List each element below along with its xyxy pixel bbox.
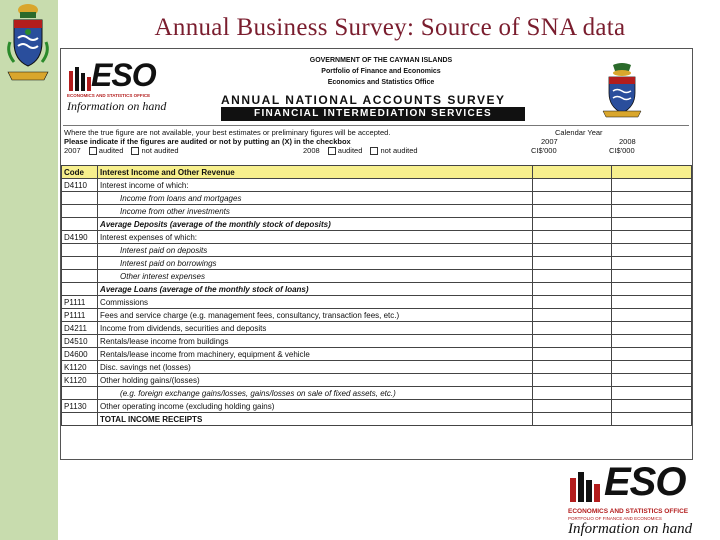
row-code (62, 270, 98, 283)
instruction-line: Where the true figure are not available, your best estimates or preliminary figures will be accepted. (64, 128, 391, 137)
value-input-2007[interactable] (532, 309, 612, 322)
gov-line: GOVERNMENT OF THE CAYMAN ISLANDS (309, 57, 453, 64)
not-audited-checkbox[interactable] (131, 147, 139, 155)
calendar-year-label: Calendar Year (555, 128, 603, 137)
audit-checkbox-row-2008 (303, 146, 418, 155)
row-code: D4211 (62, 322, 98, 335)
value-input-2007[interactable] (532, 257, 612, 270)
value-input-2007[interactable] (532, 218, 612, 231)
table-row (62, 335, 692, 348)
row-code (62, 257, 98, 270)
row-code: D4110 (62, 179, 98, 192)
audited-checkbox[interactable] (89, 147, 97, 155)
row-code (62, 205, 98, 218)
survey-subtitle: FINANCIAL INTERMEDIATION SERVICES (221, 107, 525, 121)
header-description: Interest Income and Other Revenue (98, 166, 533, 179)
row-description: TOTAL INCOME RECEIPTS (98, 413, 533, 426)
government-header (261, 55, 501, 88)
value-input-2008[interactable] (612, 218, 692, 231)
row-description: (e.g. foreign exchange gains/losses, gains/losses on sale of fixed assets, etc.) (98, 387, 533, 400)
audit-checkbox-row-2007 (64, 146, 179, 155)
row-code: K1120 (62, 374, 98, 387)
currency-unit: CI$'000 (531, 146, 557, 155)
row-code: P1111 (62, 309, 98, 322)
instructions-block (63, 125, 689, 159)
year-column-2008: 2008 (619, 137, 636, 146)
row-code: D4190 (62, 231, 98, 244)
value-input-2007[interactable] (532, 348, 612, 361)
not-audited-checkbox[interactable] (370, 147, 378, 155)
value-input-2008[interactable] (612, 348, 692, 361)
row-code (62, 283, 98, 296)
row-description: Rentals/lease income from buildings (98, 335, 533, 348)
bottom-eso-subtitle-2: PORTFOLIO OF FINANCE AND ECONOMICS (568, 516, 662, 521)
gov-line: Portfolio of Finance and Economics (321, 68, 441, 75)
value-input-2008[interactable] (612, 361, 692, 374)
value-input-2007[interactable] (532, 374, 612, 387)
value-input-2007[interactable] (532, 322, 612, 335)
table-row (62, 244, 692, 257)
header-value-2008 (612, 166, 692, 179)
value-input-2008[interactable] (612, 257, 692, 270)
eso-logo-text: ESO (91, 57, 156, 93)
value-input-2008[interactable] (612, 335, 692, 348)
row-description: Rentals/lease income from machinery, equipment & vehicle (98, 348, 533, 361)
table-row (62, 270, 692, 283)
value-input-2007[interactable] (532, 192, 612, 205)
row-code (62, 218, 98, 231)
survey-title: ANNUAL NATIONAL ACCOUNTS SURVEY (221, 93, 506, 107)
value-input-2008[interactable] (612, 309, 692, 322)
value-input-2008[interactable] (612, 231, 692, 244)
value-input-2008[interactable] (612, 205, 692, 218)
instruction-line: Please indicate if the figures are audited or not by putting an (X) in the checkbox (64, 137, 351, 146)
slide-title: Annual Business Survey: Source of SNA data (154, 14, 626, 41)
value-input-2007[interactable] (532, 387, 612, 400)
value-input-2008[interactable] (612, 244, 692, 257)
header-value-2007 (532, 166, 612, 179)
audited-label: audited (337, 146, 363, 155)
table-row (62, 348, 692, 361)
table-row (62, 413, 692, 426)
table-row (62, 374, 692, 387)
year-label: 2007 (64, 146, 81, 155)
row-code (62, 192, 98, 205)
value-input-2007[interactable] (532, 231, 612, 244)
row-description: Interest income of which: (98, 179, 533, 192)
table-row (62, 218, 692, 231)
eso-logo-subtitle: ECONOMICS AND STATISTICS OFFICE (67, 93, 151, 98)
currency-unit: CI$'000 (609, 146, 635, 155)
value-input-2008[interactable] (612, 322, 692, 335)
row-description: Disc. savings net (losses) (98, 361, 533, 374)
value-input-2008[interactable] (612, 400, 692, 413)
table-row (62, 322, 692, 335)
row-description: Income from loans and mortgages (98, 192, 533, 205)
value-input-2007[interactable] (532, 400, 612, 413)
year-label: 2008 (303, 146, 320, 155)
table-row (62, 257, 692, 270)
row-code (62, 244, 98, 257)
not-audited-label: not audited (380, 146, 418, 155)
bottom-eso-tagline: Information on hand (568, 521, 693, 537)
bottom-eso-text: ESO (604, 460, 686, 504)
table-row (62, 387, 692, 400)
value-input-2007[interactable] (532, 296, 612, 309)
value-input-2008[interactable] (612, 283, 692, 296)
value-input-2007[interactable] (532, 179, 612, 192)
row-code: D4510 (62, 335, 98, 348)
row-description: Income from dividends, securities and deposits (98, 322, 533, 335)
bottom-eso-logo (566, 460, 720, 540)
row-description: Income from other investments (98, 205, 533, 218)
table-row (62, 205, 692, 218)
gov-line: Economics and Statistics Office (327, 79, 435, 86)
left-decorative-bar (0, 0, 58, 540)
table-row (62, 192, 692, 205)
row-description: Fees and service charge (e.g. management fees, consultancy, transaction fees, etc.) (98, 309, 533, 322)
table-row (62, 231, 692, 244)
survey-form (60, 48, 693, 460)
row-description: Average Loans (average of the monthly stock of loans) (98, 283, 533, 296)
row-description: Interest paid on deposits (98, 244, 533, 257)
row-description: Other interest expenses (98, 270, 533, 283)
eso-bars-icon (568, 468, 608, 504)
value-input-2008[interactable] (612, 413, 692, 426)
bottom-eso-subtitle: ECONOMICS AND STATISTICS OFFICE (568, 508, 689, 515)
value-input-2008[interactable] (612, 192, 692, 205)
value-input-2008[interactable] (612, 387, 692, 400)
row-description: Other holding gains/(losses) (98, 374, 533, 387)
value-input-2007[interactable] (532, 270, 612, 283)
row-description: Interest expenses of which: (98, 231, 533, 244)
value-input-2008[interactable] (612, 296, 692, 309)
row-code (62, 413, 98, 426)
row-code (62, 387, 98, 400)
table-header-row (62, 166, 692, 179)
table-row (62, 309, 692, 322)
value-input-2007[interactable] (532, 244, 612, 257)
value-input-2007[interactable] (532, 283, 612, 296)
row-code: D4600 (62, 348, 98, 361)
value-input-2008[interactable] (612, 270, 692, 283)
value-input-2007[interactable] (532, 413, 612, 426)
value-input-2007[interactable] (532, 205, 612, 218)
row-code: P1130 (62, 400, 98, 413)
row-code: K1120 (62, 361, 98, 374)
table-row (62, 296, 692, 309)
audited-checkbox[interactable] (328, 147, 336, 155)
eso-logo-tagline: Information on hand (67, 99, 167, 113)
row-description: Other operating income (excluding holding gains) (98, 400, 533, 413)
value-input-2007[interactable] (532, 335, 612, 348)
table-row (62, 400, 692, 413)
value-input-2008[interactable] (612, 374, 692, 387)
row-description: Interest paid on borrowings (98, 257, 533, 270)
year-column-2007: 2007 (541, 137, 558, 146)
table-row (62, 283, 692, 296)
survey-table (61, 165, 692, 426)
row-code: P1111 (62, 296, 98, 309)
coat-of-arms-icon (4, 2, 52, 92)
row-description: Average Deposits (average of the monthly stock of deposits) (98, 218, 533, 231)
value-input-2008[interactable] (612, 179, 692, 192)
table-row (62, 361, 692, 374)
table-row (62, 179, 692, 192)
row-description: Commissions (98, 296, 533, 309)
cayman-coat-of-arms-icon (597, 61, 647, 119)
header-code: Code (62, 166, 98, 179)
not-audited-label: not audited (141, 146, 179, 155)
audited-label: audited (98, 146, 124, 155)
value-input-2007[interactable] (532, 361, 612, 374)
